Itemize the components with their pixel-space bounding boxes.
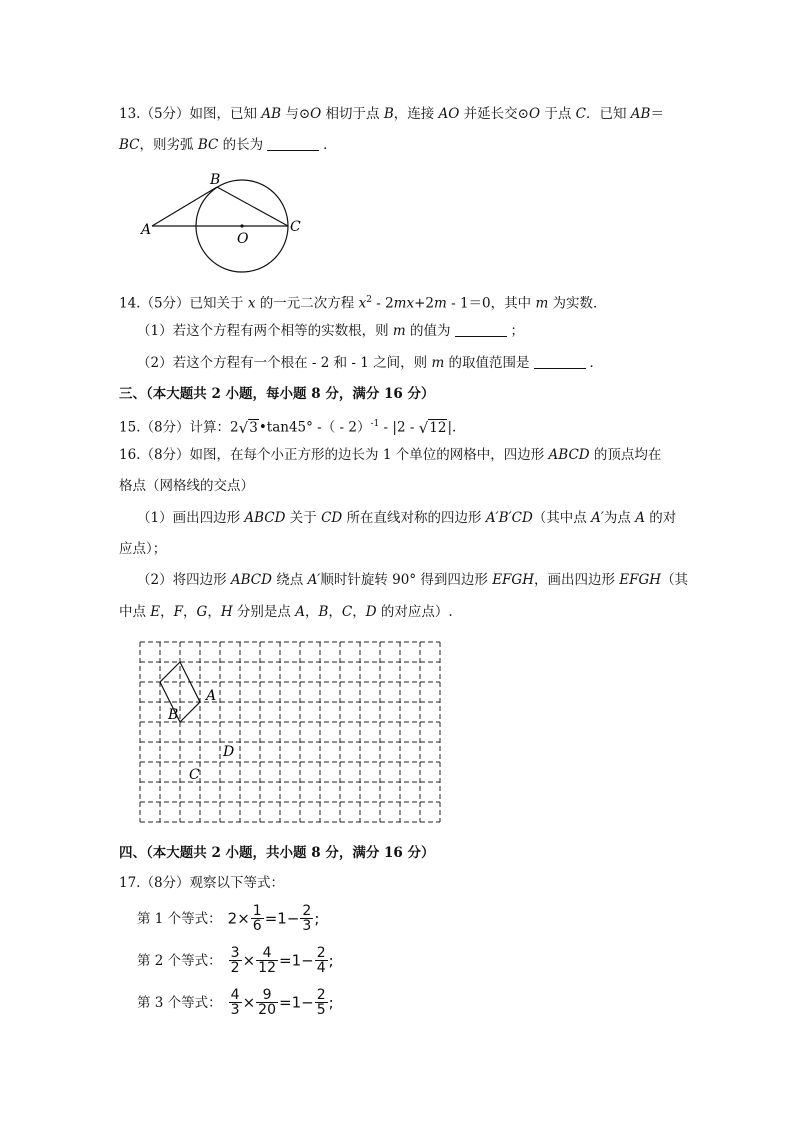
circle-tangent-figure	[130, 168, 310, 278]
label-c: C	[290, 219, 301, 235]
label-o: O	[237, 231, 249, 247]
q16-line2: 格点（网格线的交点）	[119, 478, 254, 494]
label-b: B	[210, 172, 221, 188]
answer-blank[interactable]	[267, 136, 319, 151]
section-3-title: 三、（本大题共 2 小题，每小题 8 分，满分 16 分）	[119, 386, 435, 402]
fraction: $\frac{9}{20}$	[258, 987, 276, 1018]
q16-line1: 16.（8分）如图，在每个小正方形的边长为 1 个单位的网格中，四边形 ABCD 的顶点均在	[119, 447, 662, 463]
answer-blank[interactable]	[455, 322, 507, 337]
fraction: $\frac{1}{6}$	[252, 903, 262, 934]
q14-part1: （1）若这个方程有两个相等的实数根，则 m 的值为 ；	[137, 323, 524, 339]
q17-intro: 17.（8分）观察以下等式：	[119, 875, 285, 891]
q16-part2a: （2）将四边形 ABCD 绕点 A′顺时针旋转 90° 得到四边形 EFGH，画出四边形 EFGH（其	[137, 572, 689, 588]
dashed-grid-figure	[140, 638, 450, 830]
label-a: A	[141, 222, 152, 238]
fraction: $\frac{4}{3}$	[230, 987, 240, 1018]
q13-line2: BC，则劣弧 BC 的长为 ．	[119, 137, 337, 153]
grid-lines	[140, 642, 440, 822]
grid-label-b: B	[168, 707, 179, 723]
fraction: $\frac{3}{2}$	[230, 945, 240, 976]
q14-part2: （2）若这个方程有一个根在 - 2 和 - 1 之间，则 m 的取值范围是 ．	[137, 355, 604, 371]
answer-blank[interactable]	[534, 354, 586, 369]
grid-label-d: D	[223, 744, 235, 760]
q15-line: 15.（8分）计算：2√3•tan45° -（ - 2）$^{-1}$ - |2 - √12|.	[119, 419, 457, 437]
center-dot	[240, 224, 243, 227]
fraction: $\frac{4}{12}$	[258, 945, 276, 976]
fraction: $\frac{2}{3}$	[302, 903, 312, 934]
equation-1: 第 1 个等式： 2× $\frac{1}{6}$ =1− $\frac{2}{3}$ ;	[137, 903, 320, 934]
grid-label-c: C	[189, 767, 200, 783]
equation-2: 第 2 个等式： $\frac{3}{2}$ × $\frac{4}{12}$ =1− $\frac{2}{4}$ ;	[137, 945, 334, 976]
fraction: $\frac{2}{4}$	[316, 945, 326, 976]
q16-part1b: 应点）；	[119, 541, 167, 557]
q16-part2b: 中点 E，F，G，H 分别是点 A，B，C，D 的对应点）.	[119, 604, 453, 620]
grid-label-a: A	[206, 688, 217, 704]
q13-line1: 13.（5分）如图，已知 AB 与⊙O 相切于点 B，连接 AO 并延长交⊙O 于点 C．已知 AB＝	[119, 106, 664, 122]
fraction: $\frac{2}{5}$	[316, 987, 326, 1018]
line-ab	[152, 187, 217, 226]
q16-part1a: （1）画出四边形 ABCD 关于 CD 所在直线对称的四边形 A′B′CD（其中点 A′为点 A 的对	[137, 510, 677, 526]
section-4-title: 四、（本大题共 2 小题，共小题 8 分，满分 16 分）	[119, 845, 435, 861]
q14-line1: 14.（5分）已知关于 x 的一元二次方程 $x^2 - 2mx+2m - 1=0$，其中 m 为实数．	[119, 295, 607, 312]
equation-3: 第 3 个等式： $\frac{4}{3}$ × $\frac{9}{20}$ =1− $\frac{2}{5}$ ;	[137, 987, 334, 1018]
line-bc	[217, 187, 288, 226]
